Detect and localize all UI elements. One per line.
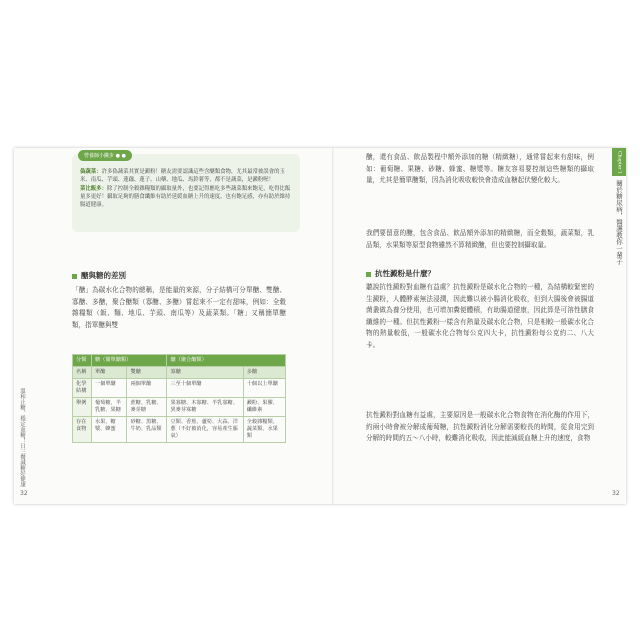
tip-box [72,154,300,232]
table-row: 舉例 葡萄糖、半乳糖、果糖 蔗糖、乳糖、麥芽糖 果寡糖、木寡糖、半乳寡糖、異麥芽寡糖 澱粉、果膠、纖維素 [73,398,286,417]
tip-text-1: 許多偽蔬菜其實是澱粉！糖友需要認識這些含醣類食物，尤其最常被誤會的玉米、南瓜、芋頭、蓮藕、蓮子、山藥、地瓜、馬鈴薯等，都不是蔬菜，是澱粉喔！ [80,169,285,184]
tip-text-2: 除了控制全穀雜糧類的攝取量外，也要記得應吃多些蔬菜類來飽足，吃得比飯量多更好！攝取足夠的膳食纖維有助於延緩血糖上升的速度，也有飽足感，亦有助於維持腸道健康。 [80,185,291,209]
tip-box-title: 營養師小撇步 ● ● [78,150,132,161]
square-bullet-icon [366,272,371,277]
table-header-sugar: 糖（簡單醣類） [91,355,166,367]
book-spread [14,148,626,504]
tip-box-text [80,168,294,209]
right-page-number: 32 [612,490,620,497]
page-gutter [332,148,334,504]
table-row: 化學結構 一個單醣 兩個單醣 三至十個單醣 十個以上單醣 [73,379,286,398]
left-page-number: 32 [20,490,28,497]
tip-label-2: 菜比飯多： [80,185,107,192]
right-paragraph-2: 我們要留意的醣，包含食品、飲品額外添加的精緻糖，而全穀類，蔬菜類，乳品類，水果類等原型食物雖然不算精緻醣，但也要控制攝取量。 [366,229,594,249]
table-header-class: 分類 [73,355,92,367]
right-paragraph-1: 醣，還有食品、飲品製程中額外添加的糖（精緻糖），通常嘗起來有甜味，例如：葡萄糖、果糖、砂糖、蜂蜜、糖漿等。糖友容易要控制這些糖類的攝取量，尤其是簡單醣類，因為消化吸收較快會造成血糖起伏變化較大。 [366,153,594,185]
table-row: 名稱 單醣 雙醣 寡醣 多醣 [73,367,286,379]
right-paragraph-4: 抗性澱粉對血糖有益處，主要原因是一般碳水化合物食物在消化酶的作用下，約兩小時會被分解成葡萄糖，抗性澱粉消化分解需要較長的時間，從食用完到分解的時間約五～八小時，較難消化吸收，因此能減緩血糖上升的速度，食物 [366,411,594,443]
left-running-header: 溫和止糖，穩定血糖！日三餐減糖好健康 [19,388,25,487]
section-heading-sugar: 醣與糖的差別 [72,270,126,281]
right-paragraph-3: 聽說抗性澱粉對血糖有益處？抗性澱粉是碳水化合物的一種，為結構較緊密的生澱粉，人體酵素無法浸潤，因此難以被小腸消化吸收，但到大腸後會被腸道菌叢做為養分使用，也可增加糞便體積，有助腸道健康，因此算是可溶性膳食纖維的一種。但抗性澱粉一樣含有熱量及碳水化合物，只是相較一般碳水化合物的熱量較低，一般碳水化合物每公克四大卡，抗性澱粉每公克約二、八大卡。 [366,283,594,349]
chapter-title: 關於糖尿病，醫護教你一輩子 [615,180,623,265]
section-heading-resistant-starch: 抗性澱粉是什麼？ [366,268,435,279]
square-bullet-icon [72,274,77,279]
sugar-table [72,354,286,443]
table-row: 存在食物 水果、糖漿、蜂蜜 砂糖、黑糖、牛奶、乳品類 豆類、香蕉、蘆筍、大蒜、洋蔥（不好被消化，容易產生脹氣） 全穀雜糧類、蔬菜類、水果類 [73,417,286,443]
tip-label-1: 偽蔬菜： [80,169,102,175]
left-paragraph: 「醣」為碳水化合物的總稱，是能量的來源，分子結構可分單醣、雙醣、寡醣、多醣，聚合醣類（寡醣、多醣）嘗起來不一定有甜味，例如：全穀雜糧類（飯、麵、地瓜、芋頭、南瓜等）及蔬菜類。「糖」又稱簡單醣類，指單醣與雙 [72,286,286,329]
chapter-tab: Chapter 1 [612,148,626,176]
table-header-saccharide: 醣（聚合醣類） [167,355,286,367]
table-header-row [73,355,286,367]
